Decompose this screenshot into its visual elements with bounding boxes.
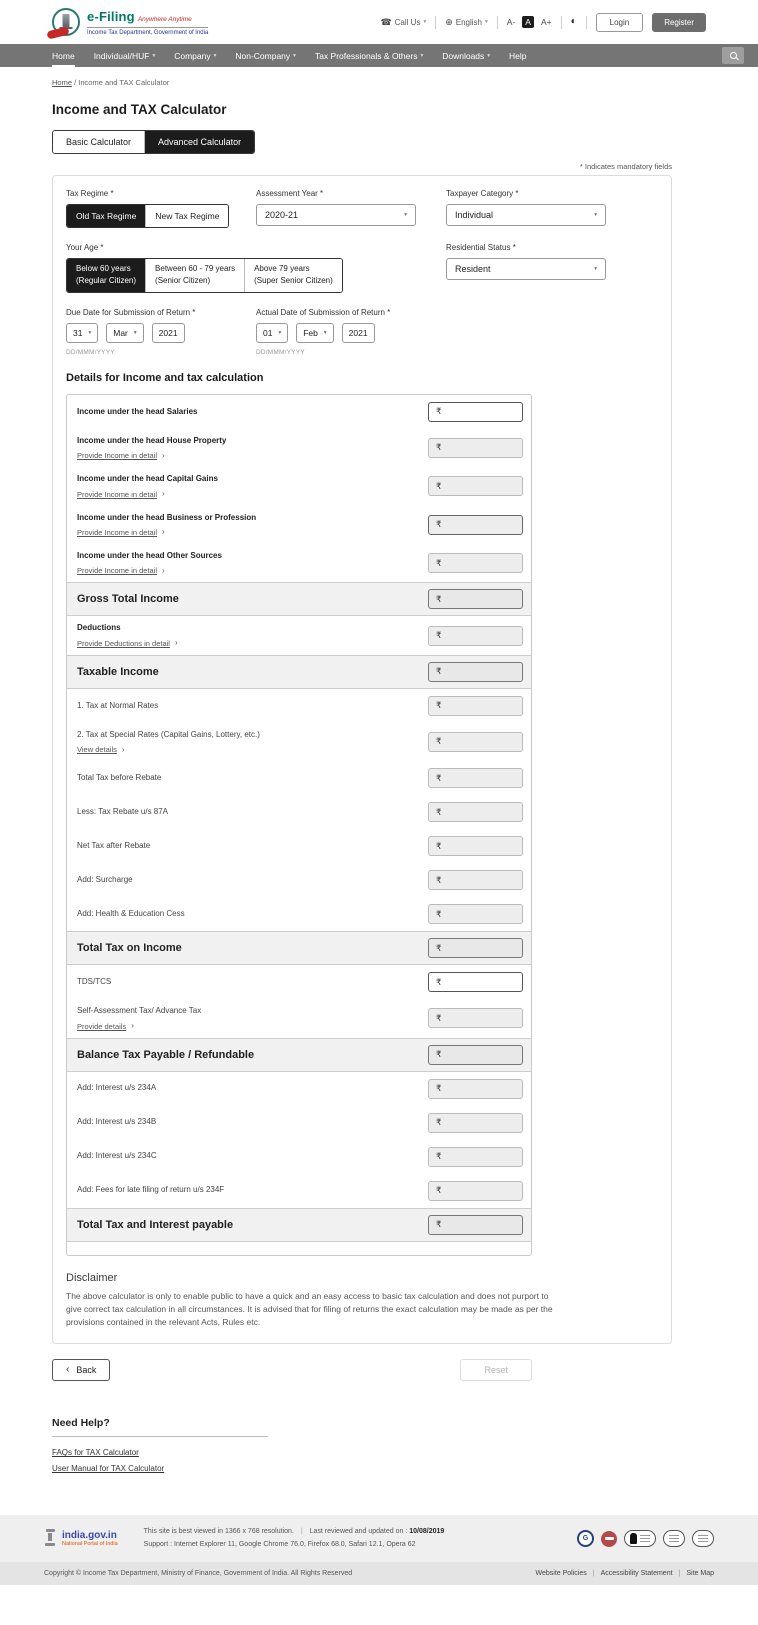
age-option-label: Below 60 years — [76, 264, 131, 273]
back-button[interactable] — [52, 1359, 110, 1381]
detail-row-left — [77, 513, 428, 537]
actions-row — [52, 1359, 532, 1381]
detail-link-row — [77, 745, 418, 754]
due-date-month-select[interactable] — [106, 323, 143, 343]
rupee-symbol: ₹ — [436, 1185, 442, 1196]
footer-link-accessibility-statement[interactable]: Accessibility Statement — [600, 1570, 673, 1578]
tax-regime-label: Tax Regime * — [66, 189, 114, 198]
detail-link-provide-deductions-in-detail[interactable]: Provide Deductions in detail — [77, 638, 170, 648]
chevron-down-icon: ▾ — [293, 52, 296, 59]
rupee-symbol: ₹ — [436, 1151, 442, 1162]
amount-input — [428, 589, 523, 609]
detail-row-label: Net Tax after Rebate — [77, 840, 151, 850]
detail-row-label: Total Tax before Rebate — [77, 772, 162, 782]
register-button[interactable]: Register — [652, 13, 706, 32]
back-label: Back — [76, 1365, 97, 1376]
actual-date-label: Actual Date of Submission of Return * — [256, 307, 391, 317]
language-label: English — [455, 17, 482, 27]
rupee-symbol: ₹ — [436, 406, 442, 417]
detail-row-label: Self-Assessment Tax/ Advance Tax — [77, 1006, 202, 1016]
detail-row-label: Income under the head Salaries — [77, 406, 198, 416]
due-date-day-select[interactable] — [66, 323, 98, 343]
amount-input — [428, 1147, 523, 1167]
actual-date-month-select[interactable] — [296, 323, 333, 343]
rupee-symbol: ₹ — [436, 736, 442, 747]
brand-title: e-Filing — [87, 8, 135, 24]
chevron-right-icon: › — [174, 638, 178, 648]
search-icon — [730, 52, 737, 59]
detail-link-row — [77, 490, 418, 499]
detail-row-income-under-the-head-salaries — [67, 395, 531, 429]
detail-row-left — [77, 1006, 428, 1030]
assessment-year-select[interactable] — [256, 204, 416, 226]
nav-item-label: Non-Company — [235, 50, 291, 61]
detail-row-label: Add: Health & Education Cess — [77, 908, 185, 918]
amount-input — [428, 1045, 523, 1065]
details-section-heading: Details for Income and tax calculation — [66, 371, 264, 384]
detail-row-add-fees-for-late-filing-of-return-u-s-2 — [67, 1174, 531, 1208]
taxpayer-category-select[interactable] — [446, 204, 606, 226]
detail-row-less-tax-rebate-u-s-87a — [67, 795, 531, 829]
detail-row-income-under-the-head-capital-gains — [67, 467, 531, 505]
detail-row-left — [77, 773, 428, 783]
nav-item-home[interactable] — [52, 44, 75, 67]
age-option-label: Above 79 years — [254, 264, 310, 273]
help-link-user-manual-for-tax-calculator[interactable]: User Manual for TAX Calculator — [52, 1464, 165, 1474]
band-label: Total Tax on Income — [77, 942, 182, 955]
certification-badge-icon — [692, 1530, 714, 1547]
footer-separator: | — [300, 1528, 303, 1536]
header-divider — [561, 16, 562, 29]
detail-link-view-details[interactable]: View details — [77, 745, 117, 755]
chevron-right-icon: › — [162, 565, 165, 575]
amount-input — [428, 938, 523, 958]
rupee-symbol: ₹ — [436, 908, 442, 919]
language-menu[interactable] — [445, 17, 488, 28]
chevron-down-icon: ▾ — [594, 212, 597, 218]
footer-link-separator: | — [592, 1570, 595, 1578]
tax-regime-option-new-tax-regime[interactable]: New Tax Regime — [145, 205, 228, 227]
details-box — [66, 394, 532, 1256]
help-link-faqs-for-tax-calculator[interactable]: FAQs for TAX Calculator — [52, 1448, 139, 1458]
detail-row-left — [77, 807, 428, 817]
call-us-menu[interactable] — [380, 17, 426, 28]
india-gov-logo[interactable] — [44, 1529, 118, 1549]
chevron-down-icon: ▾ — [487, 52, 491, 59]
chevron-down-icon: ▾ — [278, 329, 282, 336]
nav-item-label: Downloads — [442, 50, 485, 61]
detail-row-label: Income under the head Other Sources — [77, 550, 222, 560]
amount-input — [428, 1113, 523, 1133]
rupee-symbol: ₹ — [436, 874, 442, 885]
band-label: Balance Tax Payable / Refundable — [77, 1048, 255, 1061]
disclaimer-text: The above calculator is only to enable public to have a quick and an easy access to basic tax calculation and does not purport to give correct tax calculation in all circumstances. It is advised that for filing of returns the exact calculation may be made as per the provisions contained in the relevant Acts, Rules etc. — [66, 1290, 553, 1327]
footer-info — [144, 1526, 445, 1551]
taxpayer-category-value: Individual — [455, 210, 494, 220]
actual-date-month-value: Feb — [303, 327, 318, 338]
actual-date-year-value: 2021 — [348, 327, 368, 338]
actual-date-day-value: 01 — [263, 327, 273, 338]
band-row-gross-total-income — [67, 582, 531, 616]
chevron-right-icon: › — [131, 1021, 134, 1031]
certification-badge-icon: G — [577, 1530, 594, 1547]
india-emblem-icon — [44, 1529, 56, 1549]
detail-row-label: Income under the head Business or Profession — [77, 512, 257, 522]
residential-status-label: Residential Status * — [446, 243, 516, 252]
detail-row-label: 2. Tax at Special Rates (Capital Gains, Lottery, etc.) — [77, 729, 260, 739]
nav-item-label: Individual/HUF — [93, 50, 150, 61]
band-row-balance-tax-payable-refundable — [67, 1038, 531, 1072]
due-date-format-hint: DD/MMM/YYYY — [66, 348, 115, 356]
rupee-symbol: ₹ — [436, 772, 442, 783]
chevron-right-icon: › — [162, 450, 165, 460]
font-size-button-a[interactable]: A+ — [540, 17, 552, 27]
chevron-down-icon: ▾ — [420, 52, 424, 59]
age-option-between-60-79-years[interactable] — [145, 259, 244, 292]
detail-row-2-tax-at-special-rates-capital-gains-lot — [67, 723, 531, 761]
actual-date-group — [256, 323, 446, 343]
band-label: Gross Total Income — [77, 593, 179, 606]
main-nav — [0, 44, 758, 67]
chevron-down-icon: ▾ — [323, 329, 327, 336]
portal-tagline: National Portal of India — [62, 1541, 118, 1548]
chevron-down-icon: ▾ — [152, 52, 156, 59]
tab-advanced-calculator[interactable]: Advanced Calculator — [144, 131, 254, 153]
help-links — [52, 1448, 672, 1473]
rupee-symbol: ₹ — [436, 806, 442, 817]
nav-item-company[interactable] — [174, 44, 216, 67]
nav-item-label: Help — [509, 50, 527, 61]
amount-input — [428, 626, 523, 646]
breadcrumb — [52, 78, 672, 87]
detail-row-label: Add: Fees for late filing of return u/s 234F — [77, 1185, 225, 1195]
chevron-down-icon: ▾ — [213, 52, 217, 59]
rupee-symbol: ₹ — [436, 519, 442, 530]
detail-row-left — [77, 436, 428, 460]
actual-date-format-hint: DD/MMM/YYYY — [256, 348, 305, 356]
detail-row-left — [77, 623, 428, 647]
rupee-symbol: ₹ — [436, 557, 442, 568]
copyright-text: Copyright © Income Tax Department, Ministry of Finance, Government of India. All Rights Reserved — [44, 1570, 353, 1578]
nav-item-label: Home — [52, 50, 75, 61]
font-size-button-a[interactable]: A — [522, 16, 534, 28]
detail-link-provide-details[interactable]: Provide details — [77, 1021, 127, 1031]
detail-row-label: TDS/TCS — [77, 976, 112, 986]
chevron-down-icon: ▾ — [88, 329, 92, 336]
amount-input — [428, 438, 523, 458]
header-divider — [435, 16, 436, 29]
tax-regime-option-old-tax-regime[interactable]: Old Tax Regime — [67, 205, 145, 227]
income-tax-emblem-icon — [52, 8, 80, 36]
amount-input — [428, 802, 523, 822]
detail-row-1-tax-at-normal-rates — [67, 689, 531, 723]
actual-date-year-field[interactable] — [342, 323, 375, 343]
certification-badge-icon — [663, 1530, 685, 1547]
certification-badges — [577, 1530, 714, 1547]
detail-row-label: Less: Tax Rebate u/s 87A — [77, 806, 169, 816]
header-right — [380, 13, 706, 32]
detail-row-label: 1. Tax at Normal Rates — [77, 700, 159, 710]
detail-row-tds-tcs — [67, 965, 531, 999]
brand-logo[interactable] — [52, 8, 208, 36]
chevron-down-icon: ▾ — [594, 266, 597, 272]
calculator-panel — [52, 175, 672, 1344]
disclaimer-heading: Disclaimer — [66, 1271, 118, 1284]
detail-row-left — [77, 909, 428, 919]
amount-input — [428, 904, 523, 924]
detail-row-income-under-the-head-other-sources — [67, 544, 531, 582]
assessment-year-value: 2020-21 — [265, 210, 299, 220]
spacer-row — [67, 1242, 531, 1255]
rupee-symbol: ₹ — [436, 840, 442, 851]
detail-link-provide-income-in-detail[interactable]: Provide Income in detail — [77, 489, 158, 499]
amount-input — [428, 1181, 523, 1201]
residential-status-value: Resident — [455, 264, 491, 274]
nav-item-individual-huf[interactable] — [94, 44, 156, 67]
portal-name: india.gov.in — [62, 1530, 117, 1542]
chevron-down-icon: ▾ — [423, 19, 427, 25]
detail-row-label: Add: Interest u/s 234C — [77, 1151, 157, 1161]
due-date-day-value: 31 — [73, 327, 83, 338]
help-divider — [52, 1436, 268, 1437]
detail-row-label: Add: Surcharge — [77, 874, 133, 884]
age-option-sublabel: (Super Senior Citizen) — [254, 276, 333, 286]
rupee-symbol: ₹ — [436, 480, 442, 491]
detail-row-left — [77, 474, 428, 498]
globe-icon: ⊕ — [445, 16, 453, 27]
amount-input — [428, 732, 523, 752]
age-label: Your Age * — [66, 243, 104, 252]
nav-item-downloads[interactable] — [442, 44, 490, 67]
detail-link-row — [77, 1022, 418, 1031]
amount-input[interactable] — [428, 972, 523, 992]
amount-input — [428, 1215, 523, 1235]
band-row-total-tax-on-income — [67, 931, 531, 965]
phone-icon: ☎ — [380, 16, 392, 27]
band-row-taxable-income — [67, 655, 531, 689]
amount-input — [428, 476, 523, 496]
chevron-right-icon: › — [162, 489, 165, 499]
rupee-symbol: ₹ — [436, 593, 442, 604]
amount-input — [428, 515, 523, 535]
footer-link-separator: | — [678, 1570, 681, 1578]
footer-links — [536, 1570, 715, 1577]
age-option-below-60-years[interactable] — [67, 259, 145, 292]
detail-row-left — [77, 841, 428, 851]
rupee-symbol: ₹ — [436, 630, 442, 641]
rupee-symbol: ₹ — [436, 1049, 442, 1060]
band-row-total-tax-and-interest-payable — [67, 1208, 531, 1242]
tab-basic-calculator[interactable]: Basic Calculator — [53, 131, 144, 153]
detail-row-label: Income under the head Capital Gains — [77, 474, 218, 484]
chevron-down-icon: ▾ — [404, 212, 407, 218]
certification-badge-icon — [624, 1530, 656, 1547]
detail-row-add-surcharge — [67, 863, 531, 897]
certification-badge-icon — [601, 1531, 617, 1547]
breadcrumb-separator: / — [74, 78, 79, 87]
nav-item-label: Company — [174, 50, 211, 61]
last-reviewed-date: 10/08/2019 — [409, 1528, 445, 1536]
detail-row-label: Income under the head House Property — [77, 435, 227, 445]
page-title: Income and TAX Calculator — [52, 102, 227, 117]
amount-input — [428, 1008, 523, 1028]
amount-input — [428, 870, 523, 890]
reset-button[interactable]: Reset — [460, 1359, 532, 1381]
rupee-symbol: ₹ — [436, 1219, 442, 1230]
age-option-label: Between 60 - 79 years — [155, 264, 236, 273]
nav-item-non-company[interactable] — [235, 44, 296, 67]
brand-subtitle: Income Tax Department, Government of India — [87, 29, 209, 36]
detail-row-left — [77, 1117, 428, 1127]
chevron-right-icon: › — [121, 744, 125, 754]
copyright-bar — [0, 1562, 758, 1585]
detail-row-net-tax-after-rebate — [67, 829, 531, 863]
breadcrumb-home-link[interactable]: Home — [52, 78, 73, 87]
nav-item-tax-professionals-others[interactable] — [315, 44, 423, 67]
residential-status-select[interactable] — [446, 258, 606, 280]
detail-link-provide-income-in-detail[interactable]: Provide Income in detail — [77, 527, 158, 537]
chevron-right-icon: › — [162, 527, 165, 537]
rupee-symbol: ₹ — [436, 1012, 442, 1023]
detail-row-left — [77, 1151, 428, 1161]
age-toggle — [66, 258, 343, 293]
need-help-heading: Need Help? — [52, 1417, 110, 1430]
age-option-above-79-years[interactable] — [244, 259, 342, 292]
detail-link-row — [77, 639, 418, 648]
band-label: Total Tax and Interest payable — [77, 1218, 234, 1231]
band-label: Taxable Income — [77, 665, 159, 678]
rupee-symbol: ₹ — [436, 666, 442, 677]
amount-input — [428, 696, 523, 716]
detail-row-left — [77, 1083, 428, 1093]
detail-row-add-interest-u-s-234b — [67, 1106, 531, 1140]
header-divider — [586, 16, 587, 29]
detail-row-income-under-the-head-business-or-profes — [67, 506, 531, 544]
age-option-sublabel: (Senior Citizen) — [155, 276, 211, 286]
due-date-group — [66, 323, 256, 343]
amount-input — [428, 1079, 523, 1099]
rupee-symbol: ₹ — [436, 442, 442, 453]
search-button[interactable] — [722, 47, 744, 64]
calculator-tabs — [52, 130, 255, 154]
amount-input — [428, 553, 523, 573]
due-date-month-value: Mar — [113, 327, 128, 338]
detail-row-left — [77, 701, 428, 711]
footer-link-website-policies[interactable]: Website Policies — [535, 1570, 587, 1578]
amount-input — [428, 768, 523, 788]
detail-row-left — [77, 551, 428, 575]
chevron-down-icon: ▾ — [133, 329, 137, 336]
detail-link-row — [77, 451, 418, 460]
login-button[interactable]: Login — [596, 13, 644, 32]
detail-row-left — [77, 407, 428, 417]
due-date-year-field[interactable] — [152, 323, 185, 343]
chevron-left-icon: ‹ — [66, 1364, 70, 1376]
need-help-section — [52, 1417, 672, 1473]
due-date-year-value: 2021 — [158, 327, 178, 338]
detail-link-row — [77, 528, 418, 537]
detail-link-provide-income-in-detail[interactable]: Provide Income in detail — [77, 451, 158, 461]
footer-link-site-map[interactable]: Site Map — [686, 1570, 714, 1578]
due-date-label: Due Date for Submission of Return * — [66, 307, 196, 317]
detail-row-left — [77, 1185, 428, 1195]
amount-input — [428, 836, 523, 856]
font-size-controls — [507, 16, 552, 28]
detail-row-total-tax-before-rebate — [67, 761, 531, 795]
breadcrumb-current: Income and TAX Calculator — [78, 78, 170, 87]
amount-input[interactable] — [428, 402, 523, 422]
detail-row-label: Add: Interest u/s 234B — [77, 1117, 157, 1127]
detail-link-provide-income-in-detail[interactable]: Provide Income in detail — [77, 566, 158, 576]
taxpayer-category-label: Taxpayer Category * — [446, 189, 519, 198]
detail-row-left — [77, 730, 428, 754]
best-viewed-text: This site is best viewed in 1366 x 768 resolution. — [143, 1528, 294, 1536]
detail-row-add-interest-u-s-234c — [67, 1140, 531, 1174]
support-text: Support : Internet Explorer 11, Google Chrome 76.0, Firefox 68.0, Safari 12.1, Opera 62 — [143, 1540, 416, 1548]
rupee-symbol: ₹ — [436, 976, 442, 987]
detail-row-label: Deductions — [77, 623, 121, 633]
mandatory-note: * Indicates mandatory fields — [579, 162, 672, 171]
detail-row-left — [77, 875, 428, 885]
assessment-year-label: Assessment Year * — [256, 189, 324, 198]
nav-item-label: Tax Professionals & Others — [314, 50, 418, 61]
main-content — [52, 78, 672, 1473]
footer — [0, 1515, 758, 1562]
detail-row-left — [77, 977, 428, 987]
detail-row-self-assessment-tax-advance-tax — [67, 999, 531, 1037]
amount-input — [428, 662, 523, 682]
disclaimer-section — [66, 1272, 658, 1330]
nav-item-help[interactable] — [509, 44, 526, 67]
call-us-label: Call Us — [394, 17, 421, 27]
contrast-toggle-icon[interactable]: ◐ — [570, 16, 577, 27]
brand-text — [87, 8, 208, 36]
detail-row-income-under-the-head-house-property — [67, 429, 531, 467]
detail-row-add-health-education-cess — [67, 897, 531, 931]
detail-row-deductions — [67, 616, 531, 654]
rupee-symbol: ₹ — [436, 700, 442, 711]
chevron-down-icon: ▾ — [485, 19, 488, 25]
rupee-symbol: ₹ — [436, 1117, 442, 1128]
rupee-symbol: ₹ — [436, 1083, 442, 1094]
brand-tagline: Anywhere Anytime — [137, 15, 192, 23]
age-option-sublabel: (Regular Citizen) — [76, 276, 137, 286]
rupee-symbol: ₹ — [436, 942, 442, 953]
font-size-button-a[interactable]: A- — [506, 17, 516, 27]
last-reviewed-label: Last reviewed and updated on : — [309, 1528, 408, 1536]
tax-regime-toggle — [66, 204, 229, 228]
detail-link-row — [77, 566, 418, 575]
detail-row-label: Add: Interest u/s 234A — [77, 1083, 157, 1093]
header-divider — [497, 16, 498, 29]
actual-date-day-select[interactable] — [256, 323, 288, 343]
detail-row-add-interest-u-s-234a — [67, 1072, 531, 1106]
header — [0, 0, 758, 44]
